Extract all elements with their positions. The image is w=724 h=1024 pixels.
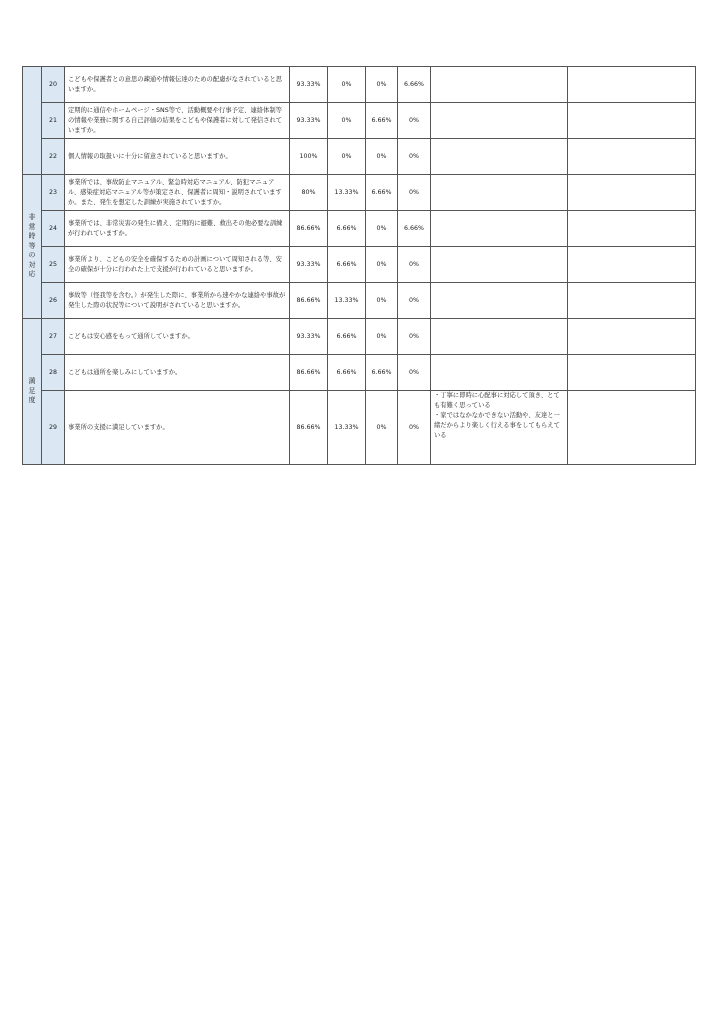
percent-neutral: 13.33%	[328, 391, 366, 465]
response-cell	[568, 103, 696, 139]
percent-yes: 86.66%	[290, 283, 328, 319]
guardian-comment	[431, 391, 568, 465]
percent-no: 0%	[366, 139, 398, 175]
percent-unknown: 0%	[398, 139, 431, 175]
table-row	[23, 211, 696, 247]
question-text: 事業所の支援に満足していますか。	[65, 391, 290, 465]
question-number: 22	[42, 139, 65, 175]
comment-line: ・丁寧に即時に心配事に対応して頂き、とても有難く思っている	[434, 392, 560, 409]
guardian-comment	[431, 211, 568, 247]
comment-line: ・家ではなかなかできない活動や、友達と一緒だからより楽しく行える事をしてもらえている	[434, 412, 560, 439]
category-cell-continued	[23, 67, 42, 175]
question-number: 20	[42, 67, 65, 103]
percent-neutral: 0%	[328, 67, 366, 103]
category-satisfaction: 満 足 度	[23, 319, 42, 465]
table-row	[23, 283, 696, 319]
table-row	[23, 319, 696, 355]
percent-no: 0%	[366, 247, 398, 283]
question-text: 個人情報の取扱いに十分に留意されていると思いますか。	[65, 139, 290, 175]
guardian-comment	[431, 67, 568, 103]
question-text: こどもは通所を楽しみにしていますか。	[65, 355, 290, 391]
question-text: 事業所より、こどもの安全を確保するための計画について周知される等、安全の確保が十分に行われた上で支援が行われていると思いますか。	[65, 247, 290, 283]
question-text: こどもは安心感をもって通所していますか。	[65, 319, 290, 355]
percent-neutral: 0%	[328, 103, 366, 139]
percent-unknown: 0%	[398, 247, 431, 283]
percent-no: 6.66%	[366, 103, 398, 139]
percent-yes: 100%	[290, 139, 328, 175]
response-cell	[568, 175, 696, 211]
table-row	[23, 355, 696, 391]
guardian-comment	[431, 139, 568, 175]
percent-unknown: 0%	[398, 103, 431, 139]
category-emergency: 非 常 時 等 の 対 応	[23, 175, 42, 319]
question-text: 事業所では、事故防止マニュアル、緊急時対応マニュアル、防犯マニュアル、感染症対応マニュアル等が策定され、保護者に周知・説明されていますか。また、発生を想定した訓練が実施されていますか。	[65, 175, 290, 211]
response-cell	[568, 283, 696, 319]
percent-no: 6.66%	[366, 355, 398, 391]
percent-neutral: 13.33%	[328, 283, 366, 319]
table-row	[23, 175, 696, 211]
question-text: 定期的に通信やホームページ・SNS等で、活動概要や行事予定、連絡体制等の情報や業務に関する自己評価の結果をこどもや保護者に対して発信されていますか。	[65, 103, 290, 139]
percent-neutral: 6.66%	[328, 211, 366, 247]
guardian-comment	[431, 355, 568, 391]
percent-unknown: 6.66%	[398, 67, 431, 103]
question-text: 事故等（怪我等を含む。）が発生した際に、事業所から速やかな連絡や事故が発生した際の状況等について説明がされていると思いますか。	[65, 283, 290, 319]
question-number: 29	[42, 391, 65, 465]
question-number: 23	[42, 175, 65, 211]
survey-results-table	[22, 66, 696, 465]
guardian-comment	[431, 319, 568, 355]
response-cell	[568, 139, 696, 175]
percent-yes: 86.66%	[290, 391, 328, 465]
percent-no: 6.66%	[366, 175, 398, 211]
guardian-comment	[431, 103, 568, 139]
percent-yes: 93.33%	[290, 319, 328, 355]
percent-no: 0%	[366, 319, 398, 355]
percent-neutral: 0%	[328, 139, 366, 175]
percent-yes: 93.33%	[290, 103, 328, 139]
table-row	[23, 139, 696, 175]
response-cell	[568, 391, 696, 465]
percent-no: 0%	[366, 283, 398, 319]
response-cell	[568, 355, 696, 391]
question-number: 28	[42, 355, 65, 391]
percent-neutral: 6.66%	[328, 247, 366, 283]
response-cell	[568, 67, 696, 103]
percent-yes: 80%	[290, 175, 328, 211]
response-cell	[568, 211, 696, 247]
guardian-comment	[431, 283, 568, 319]
question-number: 21	[42, 103, 65, 139]
percent-unknown: 0%	[398, 283, 431, 319]
question-text: 事業所では、非常災害の発生に備え、定期的に避難、救出その他必要な訓練が行われていますか。	[65, 211, 290, 247]
percent-unknown: 0%	[398, 391, 431, 465]
percent-no: 0%	[366, 391, 398, 465]
percent-unknown: 0%	[398, 319, 431, 355]
percent-unknown: 0%	[398, 355, 431, 391]
table-row	[23, 247, 696, 283]
percent-yes: 86.66%	[290, 211, 328, 247]
percent-no: 0%	[366, 67, 398, 103]
question-text: こどもや保護者との意思の疎通や情報伝達のための配慮がなされていると思いますか。	[65, 67, 290, 103]
response-cell	[568, 319, 696, 355]
table-row	[23, 67, 696, 103]
guardian-comment	[431, 247, 568, 283]
percent-yes: 86.66%	[290, 355, 328, 391]
guardian-comment	[431, 175, 568, 211]
question-number: 27	[42, 319, 65, 355]
percent-yes: 93.33%	[290, 247, 328, 283]
percent-yes: 93.33%	[290, 67, 328, 103]
percent-unknown: 0%	[398, 175, 431, 211]
percent-neutral: 6.66%	[328, 319, 366, 355]
percent-unknown: 6.66%	[398, 211, 431, 247]
table-row	[23, 391, 696, 465]
table-row	[23, 103, 696, 139]
question-number: 26	[42, 283, 65, 319]
response-cell	[568, 247, 696, 283]
question-number: 25	[42, 247, 65, 283]
percent-neutral: 6.66%	[328, 355, 366, 391]
question-number: 24	[42, 211, 65, 247]
percent-neutral: 13.33%	[328, 175, 366, 211]
percent-no: 0%	[366, 211, 398, 247]
